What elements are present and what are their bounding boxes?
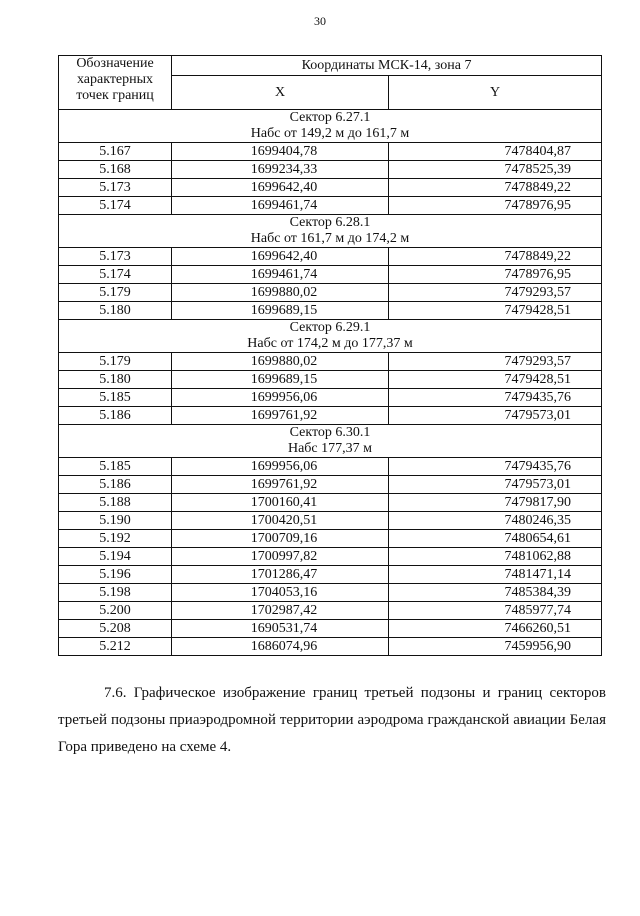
point-cell: 5.196 [59, 566, 172, 584]
point-cell: 5.194 [59, 548, 172, 566]
table-row [59, 179, 602, 197]
point-cell: 5.173 [59, 179, 172, 197]
y-cell: 7479435,76 [389, 389, 602, 407]
point-cell: 5.173 [59, 248, 172, 266]
point-cell: 5.212 [59, 638, 172, 656]
table-row [59, 302, 602, 320]
y-cell: 7478976,95 [389, 266, 602, 284]
sector-title: Сектор 6.29.1 [289, 320, 371, 335]
sector-height: Набс от 161,7 м до 174,2 м [250, 231, 410, 246]
sector-header [59, 215, 602, 248]
x-cell: 1690531,74 [172, 620, 389, 638]
y-cell: 7479573,01 [389, 476, 602, 494]
x-cell: 1699642,40 [172, 179, 389, 197]
y-cell: 7485977,74 [389, 602, 602, 620]
point-cell: 5.200 [59, 602, 172, 620]
x-cell: 1704053,16 [172, 584, 389, 602]
table-row [59, 284, 602, 302]
table-row [59, 161, 602, 179]
y-cell: 7479435,76 [389, 458, 602, 476]
y-cell: 7479293,57 [389, 353, 602, 371]
y-cell: 7479573,01 [389, 407, 602, 425]
x-cell: 1702987,42 [172, 602, 389, 620]
table-row [59, 266, 602, 284]
y-cell: 7481471,14 [389, 566, 602, 584]
table-body [59, 110, 602, 656]
point-cell: 5.185 [59, 389, 172, 407]
point-cell: 5.180 [59, 371, 172, 389]
y-cell: 7466260,51 [389, 620, 602, 638]
table-row [59, 353, 602, 371]
x-cell: 1699761,92 [172, 476, 389, 494]
y-cell: 7478525,39 [389, 161, 602, 179]
table-row [59, 602, 602, 620]
table-row [59, 458, 602, 476]
y-cell: 7479817,90 [389, 494, 602, 512]
point-cell: 5.192 [59, 530, 172, 548]
x-cell: 1700420,51 [172, 512, 389, 530]
table-row [59, 620, 602, 638]
point-cell: 5.208 [59, 620, 172, 638]
x-cell: 1701286,47 [172, 566, 389, 584]
page-number: 30 [314, 14, 326, 28]
table-header [59, 56, 602, 110]
header-x: X [172, 76, 389, 110]
sector-title: Сектор 6.28.1 [289, 215, 371, 230]
header-y: Y [389, 76, 602, 110]
x-cell: 1699642,40 [172, 248, 389, 266]
sector-height: Набс 177,37 м [287, 441, 373, 456]
sector-title: Сектор 6.27.1 [289, 110, 371, 125]
x-cell: 1699689,15 [172, 302, 389, 320]
x-cell: 1699956,06 [172, 389, 389, 407]
y-cell: 7479428,51 [389, 371, 602, 389]
point-cell: 5.198 [59, 584, 172, 602]
point-cell: 5.188 [59, 494, 172, 512]
point-cell: 5.179 [59, 284, 172, 302]
x-cell: 1686074,96 [172, 638, 389, 656]
table-row [59, 566, 602, 584]
point-cell: 5.174 [59, 197, 172, 215]
table-row [59, 143, 602, 161]
header-coordinates: Координаты МСК-14, зона 7 [172, 56, 602, 76]
point-cell: 5.186 [59, 476, 172, 494]
y-cell: 7459956,90 [389, 638, 602, 656]
coordinates-table [58, 55, 602, 656]
table-row [59, 512, 602, 530]
point-cell: 5.186 [59, 407, 172, 425]
y-cell: 7478976,95 [389, 197, 602, 215]
point-cell: 5.180 [59, 302, 172, 320]
x-cell: 1700160,41 [172, 494, 389, 512]
sector-header-row [59, 320, 602, 353]
x-cell: 1699404,78 [172, 143, 389, 161]
sector-header [59, 425, 602, 458]
x-cell: 1699956,06 [172, 458, 389, 476]
sector-header [59, 320, 602, 353]
x-cell: 1699880,02 [172, 284, 389, 302]
y-cell: 7481062,88 [389, 548, 602, 566]
point-cell: 5.167 [59, 143, 172, 161]
table-row [59, 584, 602, 602]
y-cell: 7480246,35 [389, 512, 602, 530]
sector-header-row [59, 215, 602, 248]
sector-title: Сектор 6.30.1 [289, 425, 371, 440]
sector-header-row [59, 425, 602, 458]
x-cell: 1699234,33 [172, 161, 389, 179]
sector-height: Набс от 149,2 м до 161,7 м [250, 126, 410, 141]
y-cell: 7478849,22 [389, 248, 602, 266]
x-cell: 1699461,74 [172, 197, 389, 215]
table-row [59, 494, 602, 512]
y-cell: 7479428,51 [389, 302, 602, 320]
table-row [59, 197, 602, 215]
table-row [59, 371, 602, 389]
sector-header-row [59, 110, 602, 143]
point-cell: 5.185 [59, 458, 172, 476]
y-cell: 7485384,39 [389, 584, 602, 602]
table-row [59, 248, 602, 266]
x-cell: 1700709,16 [172, 530, 389, 548]
table-row [59, 530, 602, 548]
note-paragraph: 7.6. Графическое изображение границ третьей подзоны и границ секторов третьей подзоны приаэродромной территории аэродрома гражданской авиации Белая Гора приведено на схеме 4. [58, 685, 606, 755]
point-cell: 5.174 [59, 266, 172, 284]
table-row [59, 407, 602, 425]
y-cell: 7478849,22 [389, 179, 602, 197]
x-cell: 1699461,74 [172, 266, 389, 284]
x-cell: 1699689,15 [172, 371, 389, 389]
point-cell: 5.168 [59, 161, 172, 179]
y-cell: 7479293,57 [389, 284, 602, 302]
x-cell: 1699880,02 [172, 353, 389, 371]
point-cell: 5.190 [59, 512, 172, 530]
sector-height: Набс от 174,2 м до 177,37 м [247, 336, 413, 351]
table-row [59, 389, 602, 407]
y-cell: 7478404,87 [389, 143, 602, 161]
table-row [59, 548, 602, 566]
x-cell: 1700997,82 [172, 548, 389, 566]
sector-header [59, 110, 602, 143]
table-row [59, 638, 602, 656]
point-cell: 5.179 [59, 353, 172, 371]
x-cell: 1699761,92 [172, 407, 389, 425]
y-cell: 7480654,61 [389, 530, 602, 548]
header-designation: Обозначение характерных точек границ [59, 56, 172, 110]
table-row [59, 476, 602, 494]
